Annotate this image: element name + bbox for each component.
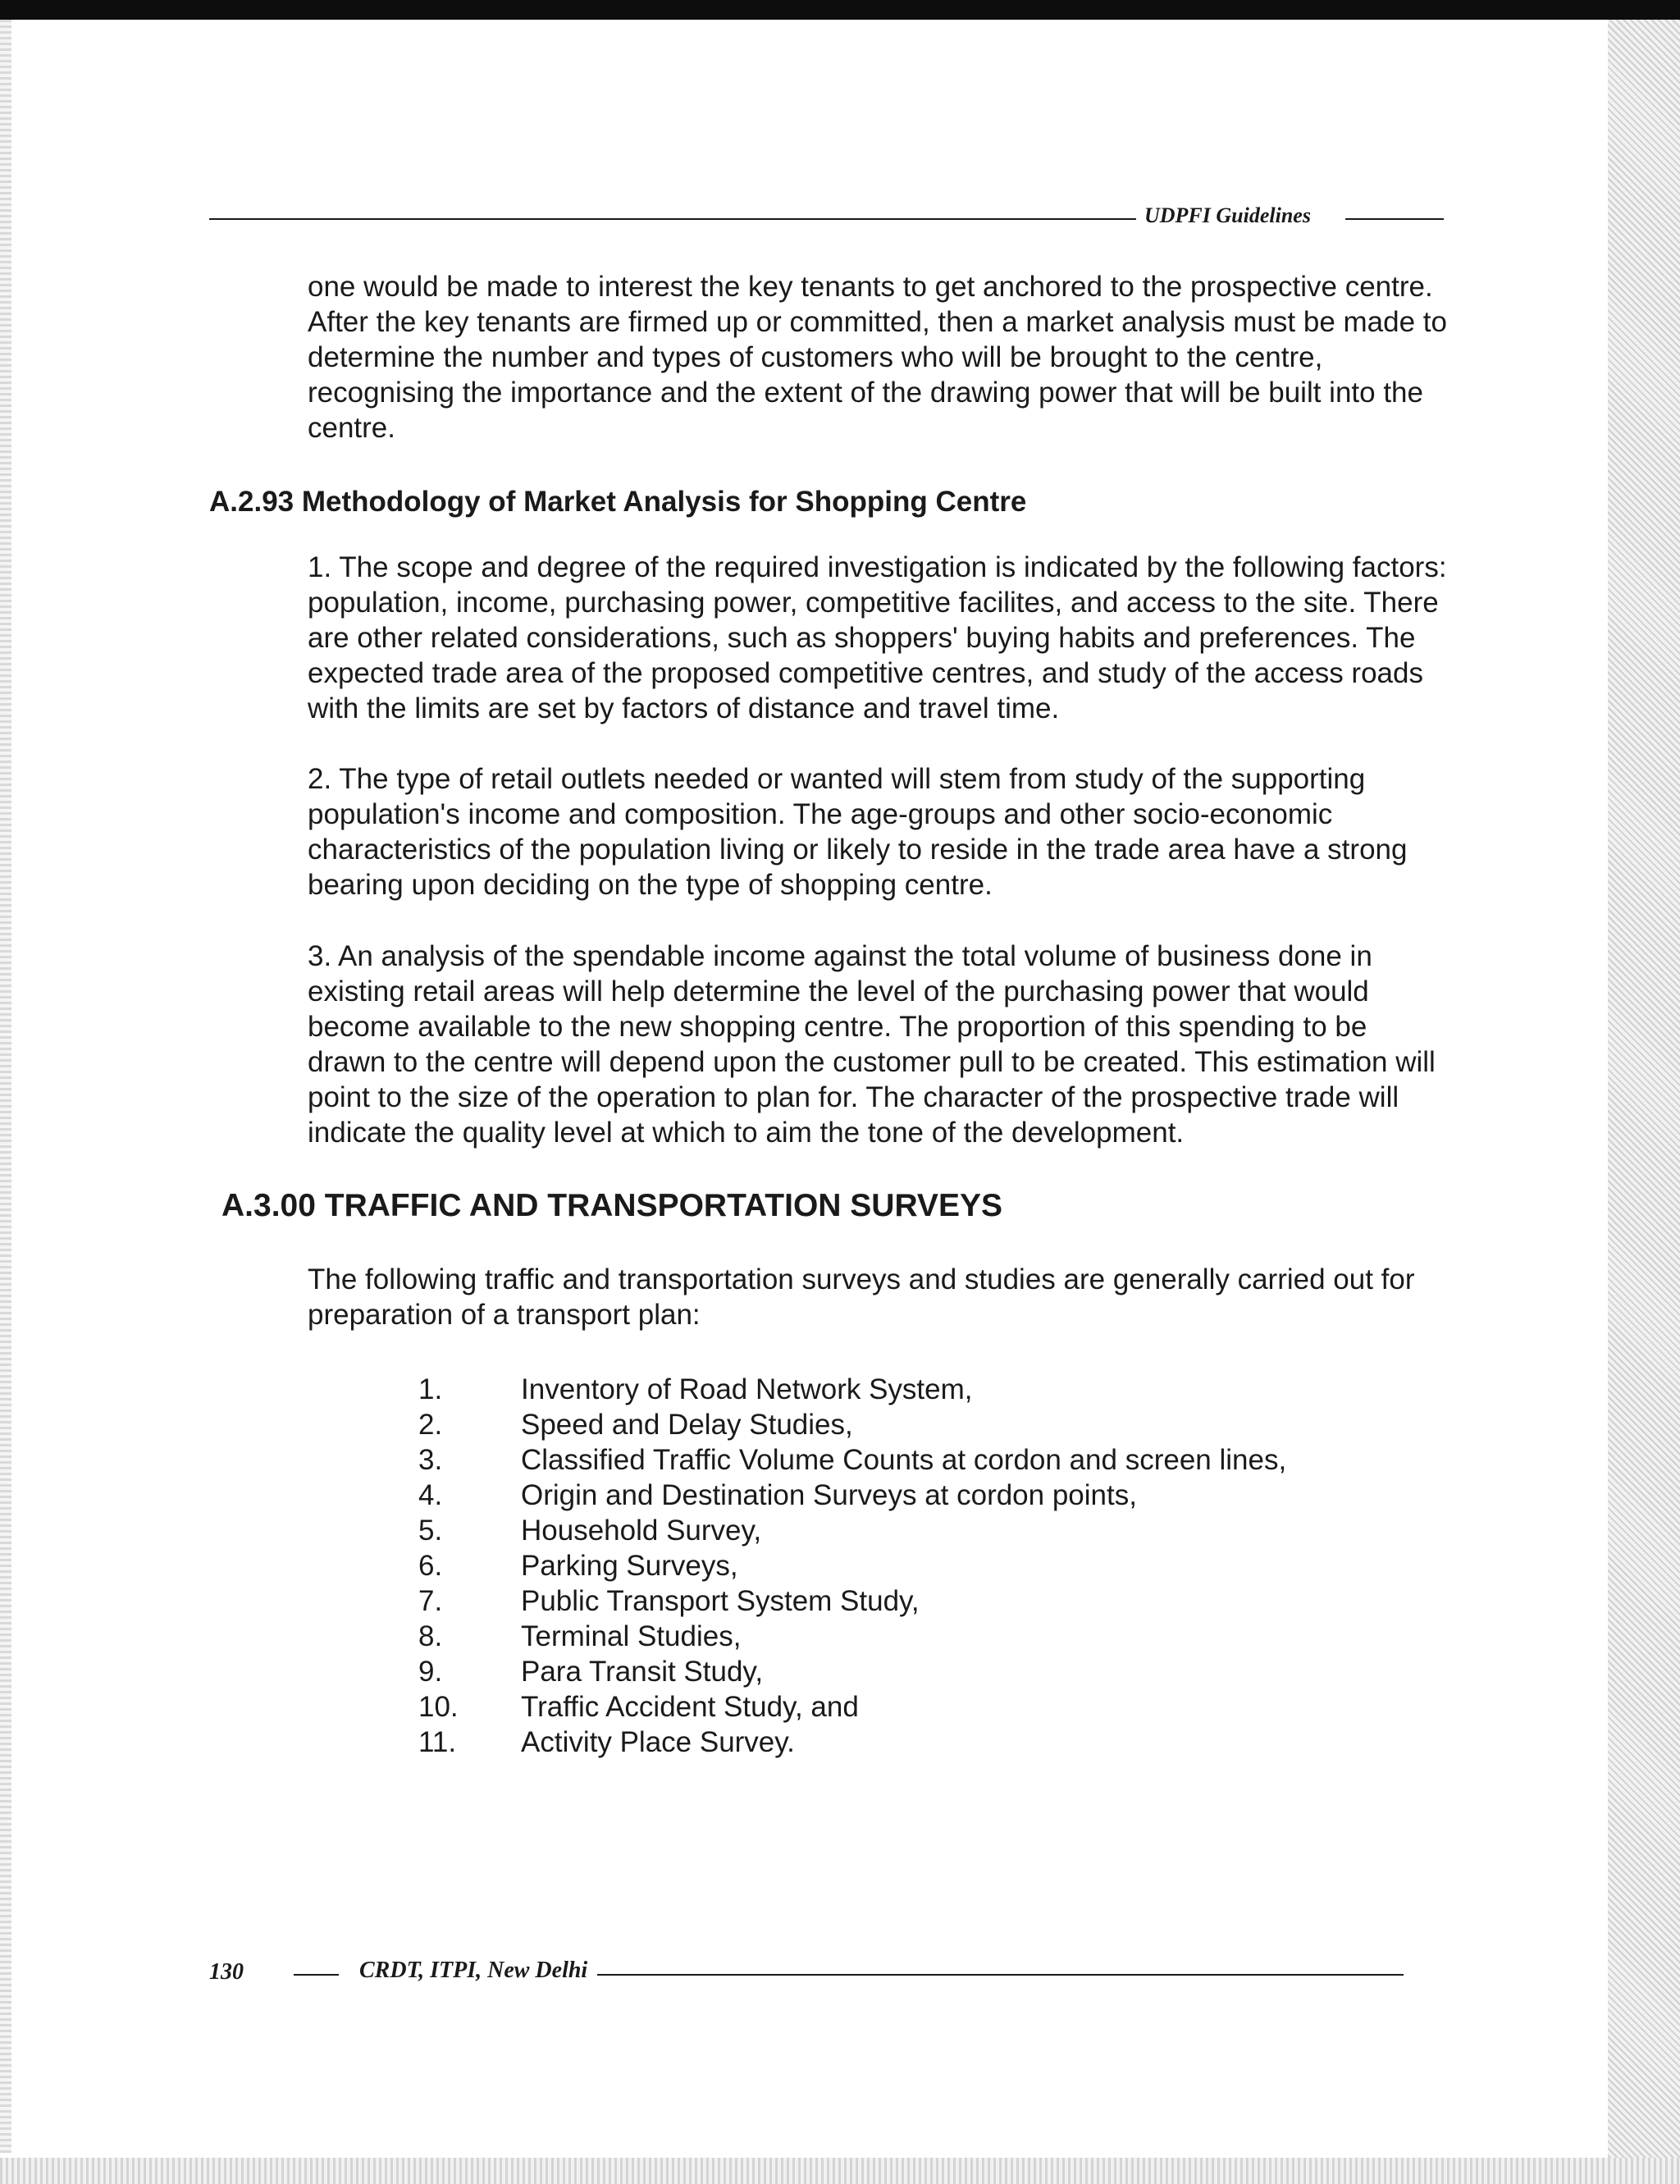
list-item — [418, 1689, 1286, 1725]
list-text: Speed and Delay Studies, — [521, 1409, 853, 1441]
scan-border-left — [0, 20, 11, 2153]
list-item — [418, 1513, 1286, 1548]
survey-list — [418, 1372, 1286, 1760]
list-number: 4. — [418, 1479, 443, 1511]
list-text: Public Transport System Study, — [521, 1585, 920, 1617]
list-number: 2. — [418, 1409, 443, 1441]
list-text: Origin and Destination Surveys at cordon points, — [521, 1479, 1137, 1511]
list-text: Parking Surveys, — [521, 1550, 738, 1582]
list-item — [418, 1407, 1286, 1442]
list-item — [418, 1654, 1286, 1689]
list-text: Para Transit Study, — [521, 1656, 764, 1688]
list-number: 8. — [418, 1620, 443, 1652]
list-number: 11. — [418, 1726, 457, 1758]
scan-border-top — [0, 0, 1680, 20]
page-number: 130 — [209, 1959, 244, 1985]
header-rule — [209, 218, 1136, 220]
footer-organization: CRDT, ITPI, New Delhi — [359, 1958, 588, 1983]
list-item — [418, 1548, 1286, 1583]
list-item — [418, 1478, 1286, 1513]
paragraph-3: 3. An analysis of the spendable income against the total volume of business done in existing retail areas will help determine the level of the purchasing power that would become available to the new shopping centre. The proportion of this spending to be drawn to the centre will depend upon the customer pull to be created. This estimation will point to the size of the operation to plan for. The character of the prospective trade will indicate the quality level at which to aim the tone of the development. — [308, 940, 1436, 1149]
list-text: Terminal Studies, — [521, 1620, 742, 1652]
intro-paragraph: one would be made to interest the key tenants to get anchored to the prospective centre. After the key tenants are firmed up or committed, then a market analysis must be made to determine the number and types of customers who will be brought to the centre, recognising the importance and the extent of the drawing power that will be built into the centre. — [308, 271, 1447, 444]
list-text: Household Survey, — [521, 1515, 762, 1547]
scan-border-right — [1608, 20, 1680, 2184]
running-head: UDPFI Guidelines — [1144, 203, 1311, 227]
paragraph-2: 2. The type of retail outlets needed or wanted will stem from study of the supporting population's income and composition. The age-groups and other socio-economic characteristics of the population living or likely to reside in the trade area have a strong bearing upon deciding on the type of shopping centre. — [308, 763, 1408, 901]
list-number: 1. — [418, 1373, 443, 1405]
list-number: 6. — [418, 1550, 443, 1582]
header-rule-end — [1345, 218, 1444, 220]
list-item — [418, 1442, 1286, 1478]
list-number: 5. — [418, 1515, 443, 1547]
section-heading-a293: A.2.93 Methodology of Market Analysis for Shopping Centre — [209, 486, 1027, 518]
list-item — [418, 1725, 1286, 1760]
scan-border-bottom — [0, 2158, 1680, 2184]
list-text: Classified Traffic Volume Counts at cordon and screen lines, — [521, 1444, 1287, 1476]
section-intro: The following traffic and transportation surveys and studies are generally carried out for preparation of a transport plan: — [308, 1263, 1415, 1331]
list-number: 9. — [418, 1656, 443, 1688]
list-item — [418, 1372, 1286, 1407]
list-text: Activity Place Survey. — [521, 1726, 795, 1758]
list-item — [418, 1619, 1286, 1654]
list-item — [418, 1583, 1286, 1619]
footer-dash — [294, 1974, 339, 1976]
list-number: 3. — [418, 1444, 443, 1476]
list-text: Traffic Accident Study, and — [521, 1691, 859, 1723]
list-text: Inventory of Road Network System, — [521, 1373, 973, 1405]
list-number: 7. — [418, 1585, 443, 1617]
section-heading-a300: A.3.00 TRAFFIC AND TRANSPORTATION SURVEYS — [221, 1188, 1002, 1223]
list-number: 10. — [418, 1691, 459, 1723]
footer-rule — [597, 1974, 1404, 1976]
paragraph-1: 1. The scope and degree of the required investigation is indicated by the following factors: population, income, purchasing power, competitive facilites, and access to the site. There are other related considerations, such as shoppers' buying habits and preferences. The expected trade area of the proposed competitive centres, and study of the access roads with the limits are set by factors of distance and travel time. — [308, 551, 1447, 724]
